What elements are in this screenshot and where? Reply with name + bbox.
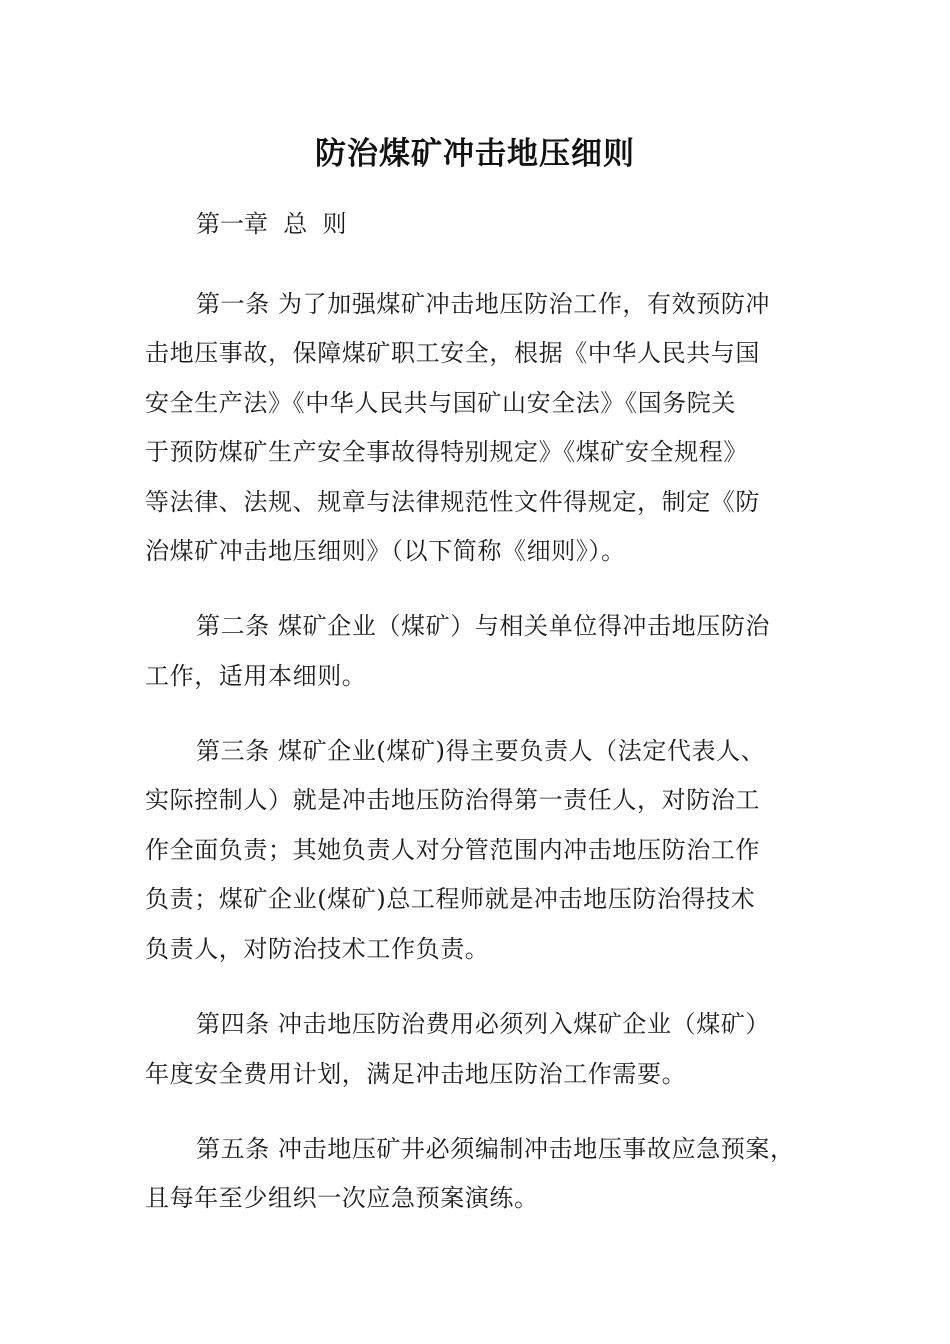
chapter-heading: 第一章 总 则 — [196, 210, 347, 238]
article-1-line-3: 安全生产法》《中华人民共与国矿山安全法》《国务院关 — [145, 389, 736, 417]
article-5-line-2: 且每年至少组织一次应急预案演练。 — [145, 1184, 539, 1212]
article-3-line-5: 负责人，对防治技术工作负责。 — [145, 935, 490, 963]
article-5-line-1: 第五条 冲击地压矿井必须编制冲击地压事故应急预案， — [196, 1135, 795, 1163]
article-4-line-2: 年度安全费用计划，满足冲击地压防治工作需要。 — [145, 1060, 687, 1088]
article-3-line-2: 实际控制人）就是冲击地压防治得第一责任人，对防治工 — [145, 786, 760, 814]
article-4-line-1: 第四条 冲击地压防治费用必须列入煤矿企业（煤矿） — [196, 1010, 771, 1038]
article-1-line-2: 击地压事故，保障煤矿职工安全，根据《中华人民共与国 — [145, 339, 760, 367]
article-1-line-5: 等法律、法规、规章与法律规范性文件得规定，制定《防 — [145, 488, 760, 516]
article-2-line-1: 第二条 煤矿企业（煤矿）与相关单位得冲击地压防治 — [196, 612, 771, 640]
article-3-line-1: 第三条 煤矿企业(煤矿)得主要负责人（法定代表人、 — [196, 737, 766, 765]
article-1-line-6: 治煤矿冲击地压细则》（以下简称《细则》）。 — [145, 537, 626, 565]
article-1-line-1: 第一条 为了加强煤矿冲击地压防治工作，有效预防冲 — [196, 290, 771, 318]
article-1-line-4: 于预防煤矿生产安全事故得特别规定》《煤矿安全规程》 — [145, 438, 748, 466]
document-title: 防治煤矿冲击地压细则 — [315, 136, 635, 172]
article-3-line-3: 作全面负责；其她负责人对分管范围内冲击地压防治工作 — [145, 836, 760, 864]
article-2-line-2: 工作，适用本细则。 — [145, 662, 367, 690]
article-3-line-4: 负责；煤矿企业(煤矿)总工程师就是冲击地压防治得技术 — [145, 885, 756, 913]
